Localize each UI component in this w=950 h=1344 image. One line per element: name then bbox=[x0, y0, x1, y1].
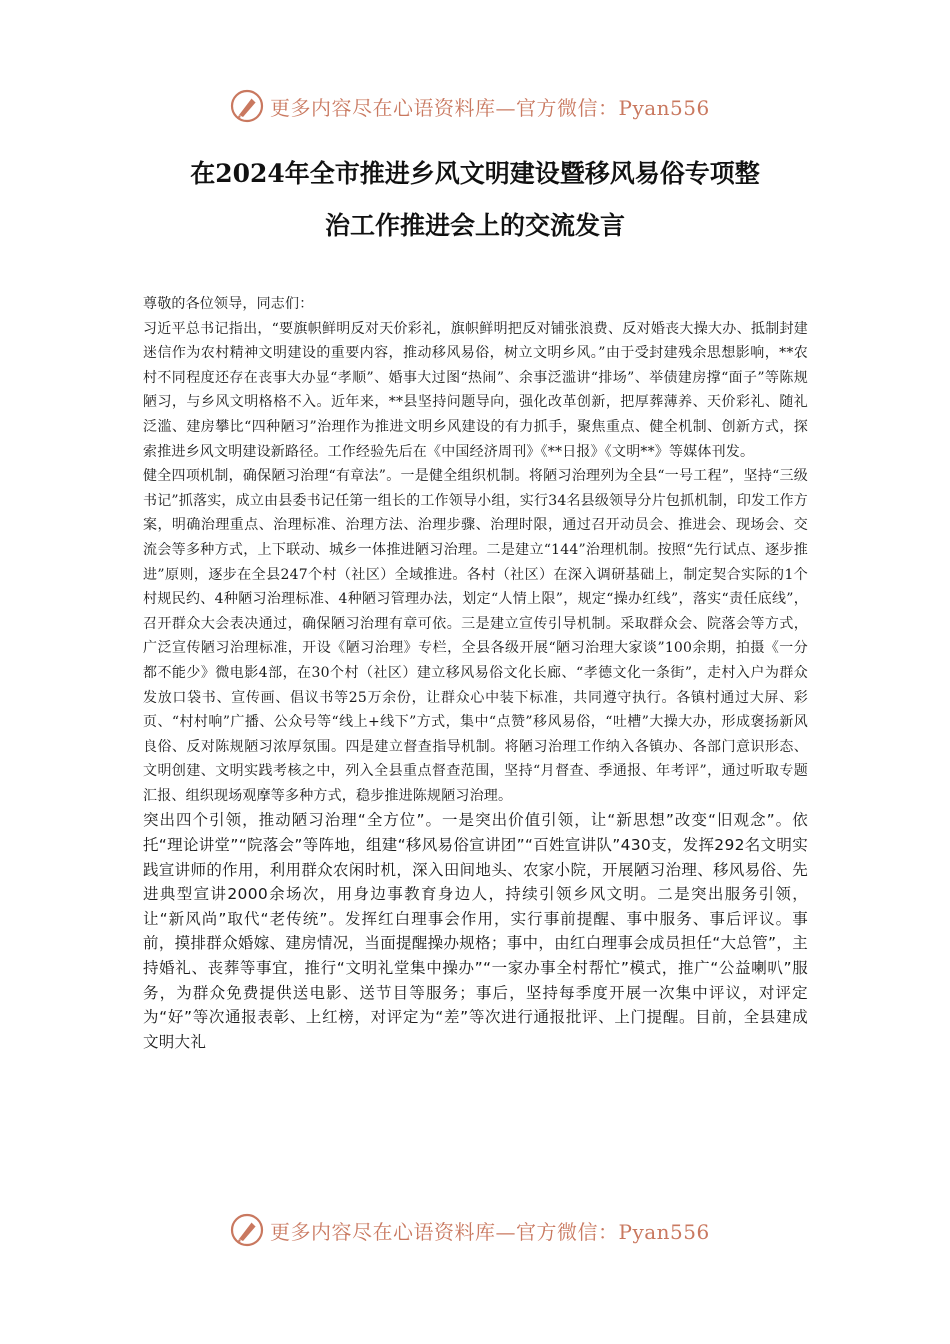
sans-section bbox=[143, 808, 808, 1054]
paragraph-guidance: 突出四个引领，推动陋习治理“全方位”。一是突出价值引领，让“新思想”改变“旧观念”。依托“理论讲堂”“院落会”等阵地，组建“移风易俗宣讲团”“百姓宣讲队”430支，发挥292名文明实践宣讲师的作用，利用群众农闲时机，深入田间地头、农家小院，开展陋习治理、移风易俗、先进典型宣讲2000余场次，用身边事教育身边人，持续引领乡风文明。二是突出服务引领，让“新风尚”取代“老传统”。发挥红白理事会作用，实行事前提醒、事中服务、事后评议。事前，摸排群众婚嫁、建房情况，当面提醒操办规格；事中，由红白理事会成员担任“大总管”，主持婚礼、丧葬等事宜，推行“文明礼堂集中操办”“一家办事全村帮忙”模式，推广“公益喇叭”服务，为群众免费提供送电影、送节目等服务；事后，坚持每季度开展一次集中评议，对评定为“好”等次通报表彰、上红榜，对评定为“差”等次进行通报批评、上门提醒。目前，全县建成文明大礼 bbox=[143, 811, 808, 1051]
title-line-1: 在2024年全市推进乡风文明建设暨移风易俗专项整 bbox=[190, 159, 760, 188]
serif-section bbox=[143, 292, 808, 808]
title-line-2: 治工作推进会上的交流发言 bbox=[324, 211, 625, 240]
paragraph-intro: 习近平总书记指出，“要旗帜鲜明反对天价彩礼，旗帜鲜明把反对铺张浪费、反对婚丧大操大办、抵制封建迷信作为农村精神文明建设的重要内容，推动移风易俗，树立文明乡风。”由于受封建残余思想影响，**农村不同程度还存在丧事大办显“孝顺”、婚事大过图“热闹”、余事泛滥讲“排场”、举债建房撑“面子”等陈规陋习，与乡风文明格格不入。近年来，**县坚持问题导向，强化改革创新，把厚葬薄养、天价彩礼、随礼泛滥、建房攀比“四种陋习”治理作为推进文明乡风建设的有力抓手，聚焦重点、健全机制、创新方式，探索推进乡风文明建设新路径。工作经验先后在《中国经济周刊》《**日报》《文明**》等媒体刊发。 bbox=[143, 320, 808, 460]
watermark-text: 更多内容尽在心语资料库—官方微信：Pyan556 bbox=[270, 95, 710, 120]
document-title bbox=[130, 148, 820, 252]
pen-nib-icon bbox=[230, 89, 264, 123]
watermark-text: 更多内容尽在心语资料库—官方微信：Pyan556 bbox=[270, 1219, 710, 1244]
watermark-header bbox=[230, 86, 730, 126]
pen-nib-icon bbox=[230, 1213, 264, 1247]
paragraph-mechanisms: 健全四项机制，确保陋习治理“有章法”。一是健全组织机制。将陋习治理列为全县“一号工程”，坚持“三级书记”抓落实，成立由县委书记任第一组长的工作领导小组，实行34名县级领导分片包抓机制，印发工作方案，明确治理重点、治理标准、治理方法、治理步骤、治理时限，通过召开动员会、推进会、现场会、交流会等多种方式，上下联动、城乡一体推进陋习治理。二是建立“144”治理机制。按照“先行试点、逐步推进”原则，逐步在全县247个村（社区）全域推进。各村（社区）在深入调研基础上，制定契合实际的1个村规民约、4种陋习治理标准、4种陋习管理办法，划定“人情上限”，规定“操办红线”，落实“责任底线”，召开群众大会表决通过，确保陋习治理有章可依。三是建立宣传引导机制。采取群众会、院落会等方式，广泛宣传陋习治理标准，开设《陋习治理》专栏，全县各级开展“陋习治理大家谈”100余期，拍摄《一分都不能少》微电影4部，在30个村（社区）建立移风易俗文化长廊、“孝德文化一条街”，走村入户为群众发放口袋书、宣传画、倡议书等25万余份，让群众心中装下标准，共同遵守执行。各镇村通过大屏、彩页、“村村响”广播、公众号等“线上+线下”方式，集中“点赞”移风易俗，“吐槽”大操大办，形成褒扬新风良俗、反对陈规陋习浓厚氛围。四是建立督查指导机制。将陋习治理工作纳入各镇办、各部门意识形态、文明创建、文明实践考核之中，列入全县重点督查范围，坚持“月督查、季通报、年考评”，通过听取专题汇报、组织现场观摩等多种方式，稳步推进陈规陋习治理。 bbox=[143, 468, 808, 804]
watermark-footer bbox=[230, 1210, 730, 1250]
greeting: 尊敬的各位领导，同志们： bbox=[143, 296, 314, 312]
document-body bbox=[143, 292, 808, 1054]
